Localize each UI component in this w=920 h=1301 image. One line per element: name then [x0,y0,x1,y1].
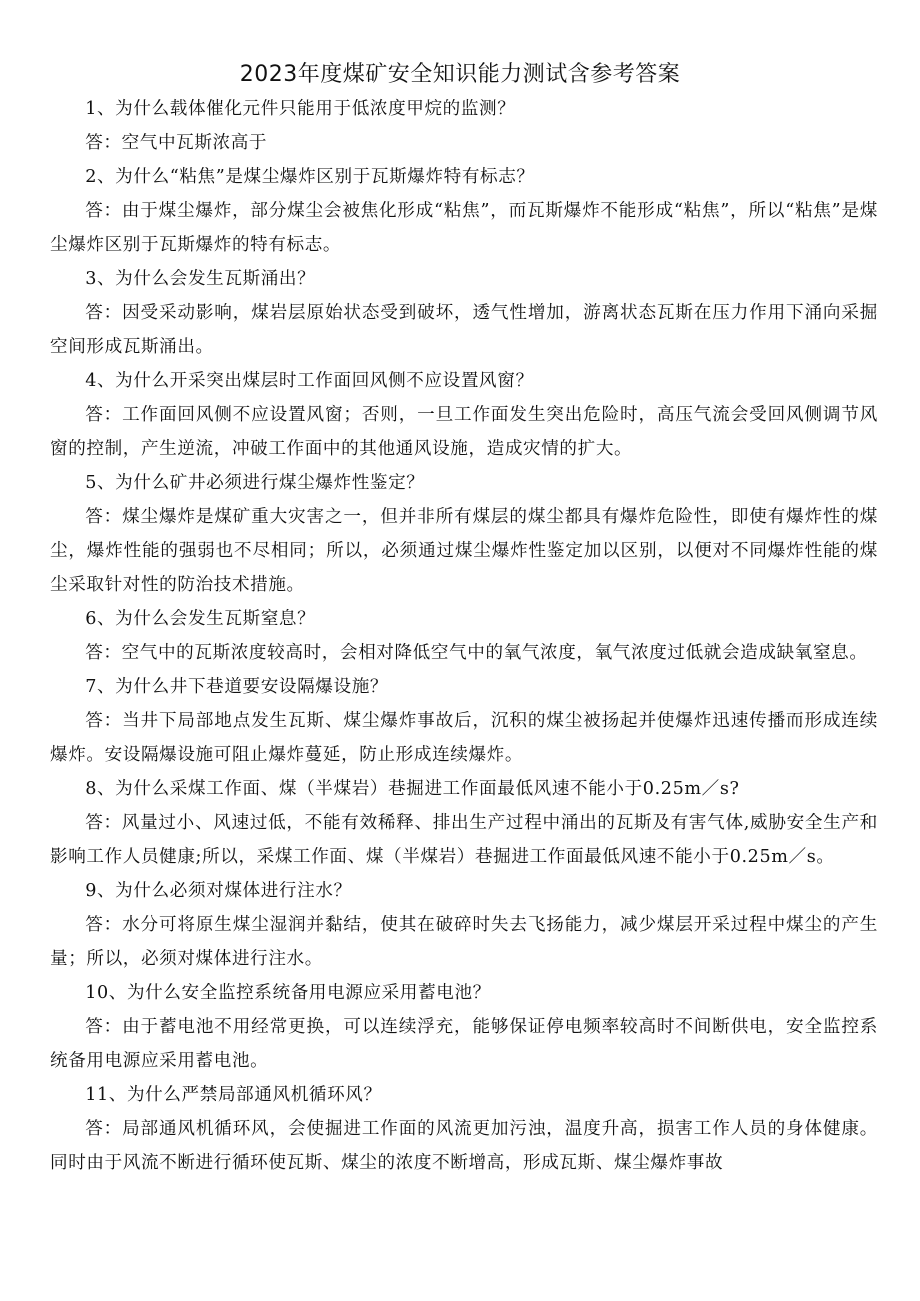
document-title: 2023年度煤矿安全知识能力测试含参考答案 [239,62,681,87]
question-2: 2、为什么“粘焦”是煤尘爆炸区别于瓦斯爆炸特有标志？ [85,167,535,187]
answer-5: 答：煤尘爆炸是煤矿重大灾害之一，但并非所有煤层的煤尘都具有爆炸危险性，即使有爆炸性的煤尘，爆炸性能的强弱也不尽相同；所以，必须通过煤尘爆炸性鉴定加以区别，以便对不同爆炸性能的煤尘采取针对性的防治技术措施。 [50,507,878,595]
answer-8: 答：风量过小、风速过低，不能有效稀释、排出生产过程中涌出的瓦斯及有害气体,威胁安全生产和影响工作人员健康;所以，采煤工作面、煤（半煤岩）巷掘进工作面最低风速不能小于0.25m／s。 [50,813,878,867]
answer-3: 答：因受采动影响，煤岩层原始状态受到破坏，透气性增加，游离状态瓦斯在压力作用下涌向采掘空间形成瓦斯涌出。 [50,303,878,357]
answer-10: 答：由于蓄电池不用经常更换，可以连续浮充，能够保证停电频率较高时不间断供电，安全监控系统备用电源应采用蓄电池。 [50,1017,878,1071]
question-3: 3、为什么会发生瓦斯涌出？ [85,269,316,289]
answer-1: 答：空气中瓦斯浓高于 [85,133,268,153]
answer-4: 答：工作面回风侧不应设置风窗；否则，一旦工作面发生突出危险时，高压气流会受回风侧调节风窗的控制，产生逆流，冲破工作面中的其他通风设施，造成灾情的扩大。 [50,405,878,459]
question-10: 10、为什么安全监控系统备用电源应采用蓄电池？ [85,983,491,1003]
answer-7: 答：当井下局部地点发生瓦斯、煤尘爆炸事故后，沉积的煤尘被扬起并使爆炸迅速传播而形成连续爆炸。安设隔爆设施可阻止爆炸蔓延，防止形成连续爆炸。 [50,711,878,765]
answer-6: 答：空气中的瓦斯浓度较高时，会相对降低空气中的氧气浓度，氧气浓度过低就会造成缺氧窒息。 [85,643,868,663]
question-9: 9、为什么必须对煤体进行注水？ [85,881,352,901]
document-body [50,92,878,1180]
answer-2: 答：由于煤尘爆炸，部分煤尘会被焦化形成“粘焦”，而瓦斯爆炸不能形成“粘焦”，所以“粘焦”是煤尘爆炸区别于瓦斯爆炸的特有标志。 [50,201,878,255]
question-1: 1、为什么载体催化元件只能用于低浓度甲烷的监测？ [85,99,516,119]
question-8: 8、为什么采煤工作面、煤（半煤岩）巷掘进工作面最低风速不能小于0.25m／s? [85,779,740,799]
question-6: 6、为什么会发生瓦斯窒息？ [85,609,316,629]
question-7: 7、为什么井下巷道要安设隔爆设施？ [85,677,389,697]
question-5: 5、为什么矿井必须进行煤尘爆炸性鉴定？ [85,473,425,493]
answer-9: 答：水分可将原生煤尘湿润并黏结，使其在破碎时失去飞扬能力，减少煤层开采过程中煤尘的产生量；所以，必须对煤体进行注水。 [50,915,878,969]
question-11: 11、为什么严禁局部通风机循环风？ [85,1085,382,1105]
answer-11: 答：局部通风机循环风，会使掘进工作面的风流更加污浊，温度升高，损害工作人员的身体健康。同时由于风流不断进行循环使瓦斯、煤尘的浓度不断增高，形成瓦斯、煤尘爆炸事故 [50,1119,878,1173]
question-4: 4、为什么开采突出煤层时工作面回风侧不应设置风窗？ [85,371,534,391]
